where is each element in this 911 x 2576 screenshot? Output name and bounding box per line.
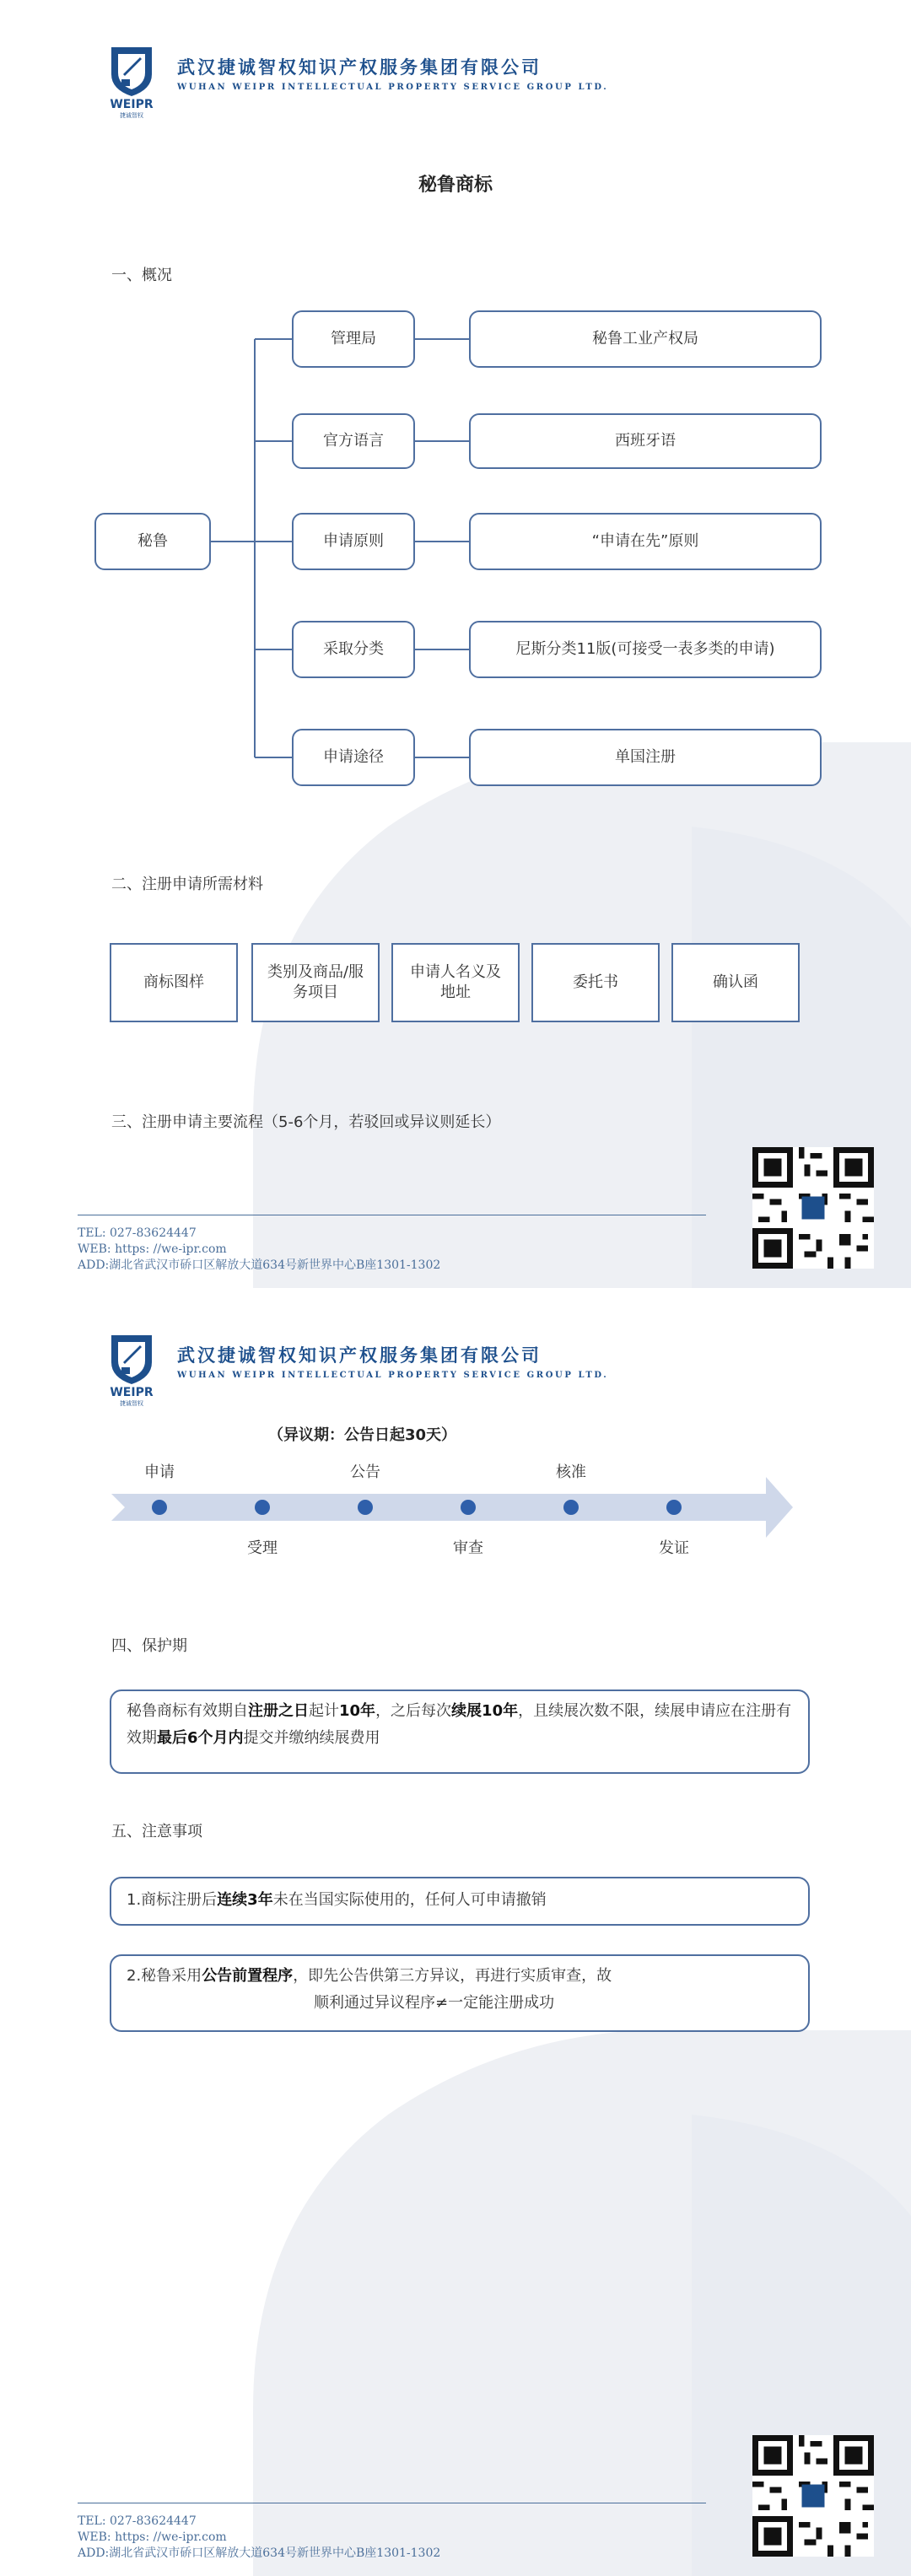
row-value-principle: “申请在先”原则 xyxy=(469,513,822,570)
footer-web: WEB: https: //we-ipr.com xyxy=(78,1242,227,1256)
protection-text: 秘鲁商标有效期自 xyxy=(127,1702,248,1720)
opposition-period-note: （异议期：公告日起30天） xyxy=(268,1426,457,1444)
qr-code-icon xyxy=(752,2435,874,2557)
material-item: 类别及商品/服务项目 xyxy=(251,943,380,1022)
footer-contact xyxy=(78,1226,440,1274)
company-header xyxy=(93,1328,768,1404)
material-item: 申请人名义及地址 xyxy=(391,943,520,1022)
document-title: 秘鲁商标 xyxy=(418,175,493,196)
logo-subtext: 捷诚智权 xyxy=(120,112,143,118)
section-notes-heading: 五、注意事项 xyxy=(111,1823,202,1840)
note-text: ，即先公告供第三方异议，再进行实质审查，故 xyxy=(293,1967,612,1985)
note-2-box xyxy=(110,1954,810,2032)
footer-address: ADD:湖北省武汉市硚口区解放大道634号新世界中心B座1301-1302 xyxy=(78,1258,441,1272)
section-protection-heading: 四、保护期 xyxy=(111,1637,187,1655)
row-value-language: 西班牙语 xyxy=(469,413,822,469)
logo-text: WEIPR xyxy=(110,1386,154,1399)
note-bold: 连续3年 xyxy=(217,1891,273,1909)
protection-period-box xyxy=(110,1689,810,1774)
step-apply: 申请 xyxy=(144,1463,175,1481)
logo-text: WEIPR xyxy=(110,98,154,111)
page-2 xyxy=(0,1288,911,2576)
note-text: 未在当国实际使用的，任何人可申请撤销 xyxy=(272,1891,547,1909)
row-value-route: 单国注册 xyxy=(469,729,822,786)
company-header xyxy=(93,40,768,116)
company-logo-icon xyxy=(93,1328,170,1406)
timeline-dot xyxy=(152,1500,167,1515)
material-item: 委托书 xyxy=(531,943,660,1022)
protection-bold: 注册之日 xyxy=(248,1702,309,1720)
protection-bold: 10年 xyxy=(339,1702,376,1720)
company-name-cn: 武汉捷诚智权知识产权服务集团有限公司 xyxy=(177,57,542,78)
row-key-route: 申请途径 xyxy=(292,729,415,786)
timeline-dot xyxy=(563,1500,579,1515)
company-logo-icon xyxy=(93,40,170,118)
timeline-dot xyxy=(666,1500,682,1515)
note-1-box xyxy=(110,1877,810,1926)
note-text: 2.秘鲁采用 xyxy=(127,1967,202,1985)
root-country-box: 秘鲁 xyxy=(94,513,211,570)
protection-text: 提交并缴纳续展费用 xyxy=(243,1729,380,1747)
step-accept: 受理 xyxy=(247,1539,278,1557)
row-key-language: 官方语言 xyxy=(292,413,415,469)
footer-address: ADD:湖北省武汉市硚口区解放大道634号新世界中心B座1301-1302 xyxy=(78,2546,441,2560)
protection-text: ，之后每次 xyxy=(375,1702,452,1720)
section-overview-heading: 一、概况 xyxy=(111,267,172,284)
step-publish: 公告 xyxy=(350,1463,380,1481)
section-process-heading: 三、注册申请主要流程（5-6个月，若驳回或异议则延长） xyxy=(111,1113,501,1131)
logo-subtext: 捷诚智权 xyxy=(120,1400,143,1406)
timeline-dot xyxy=(461,1500,476,1515)
protection-text: ，且续展次数不限，续展申请应在注册有效期 xyxy=(127,1702,792,1747)
note-text: 1.商标注册后 xyxy=(127,1891,218,1909)
timeline-dot xyxy=(255,1500,270,1515)
footer-tel: TEL: 027-83624447 xyxy=(78,1226,197,1240)
row-key-principle: 申请原则 xyxy=(292,513,415,570)
footer-tel: TEL: 027-83624447 xyxy=(78,2514,197,2528)
note-text: 顺利通过异议程序≠一定能注册成功 xyxy=(314,1994,555,2012)
protection-bold: 续展10年 xyxy=(451,1702,519,1720)
step-approve: 核准 xyxy=(556,1463,586,1481)
note-bold: 公告前置程序 xyxy=(202,1967,294,1985)
company-name-en: WUHAN WEIPR INTELLECTUAL PROPERTY SERVICE GROUP LTD. xyxy=(177,83,609,92)
row-value-authority: 秘鲁工业产权局 xyxy=(469,310,822,368)
section-materials-heading: 二、注册申请所需材料 xyxy=(111,876,263,893)
protection-text: 起计 xyxy=(309,1702,339,1720)
qr-code-icon xyxy=(752,1147,874,1269)
protection-bold: 最后6个月内 xyxy=(157,1729,244,1747)
step-certificate: 发证 xyxy=(659,1539,689,1557)
footer-web: WEB: https: //we-ipr.com xyxy=(78,2530,227,2544)
step-examine: 审查 xyxy=(453,1539,483,1557)
company-name-cn: 武汉捷诚智权知识产权服务集团有限公司 xyxy=(177,1345,542,1366)
footer-contact xyxy=(78,2514,440,2562)
row-key-classification: 采取分类 xyxy=(292,621,415,678)
timeline-dot xyxy=(358,1500,373,1515)
company-name-en: WUHAN WEIPR INTELLECTUAL PROPERTY SERVICE GROUP LTD. xyxy=(177,1371,609,1380)
material-item: 商标图样 xyxy=(110,943,238,1022)
row-key-authority: 管理局 xyxy=(292,310,415,368)
row-value-classification: 尼斯分类11版(可接受一表多类的申请) xyxy=(469,621,822,678)
material-item: 确认函 xyxy=(671,943,800,1022)
